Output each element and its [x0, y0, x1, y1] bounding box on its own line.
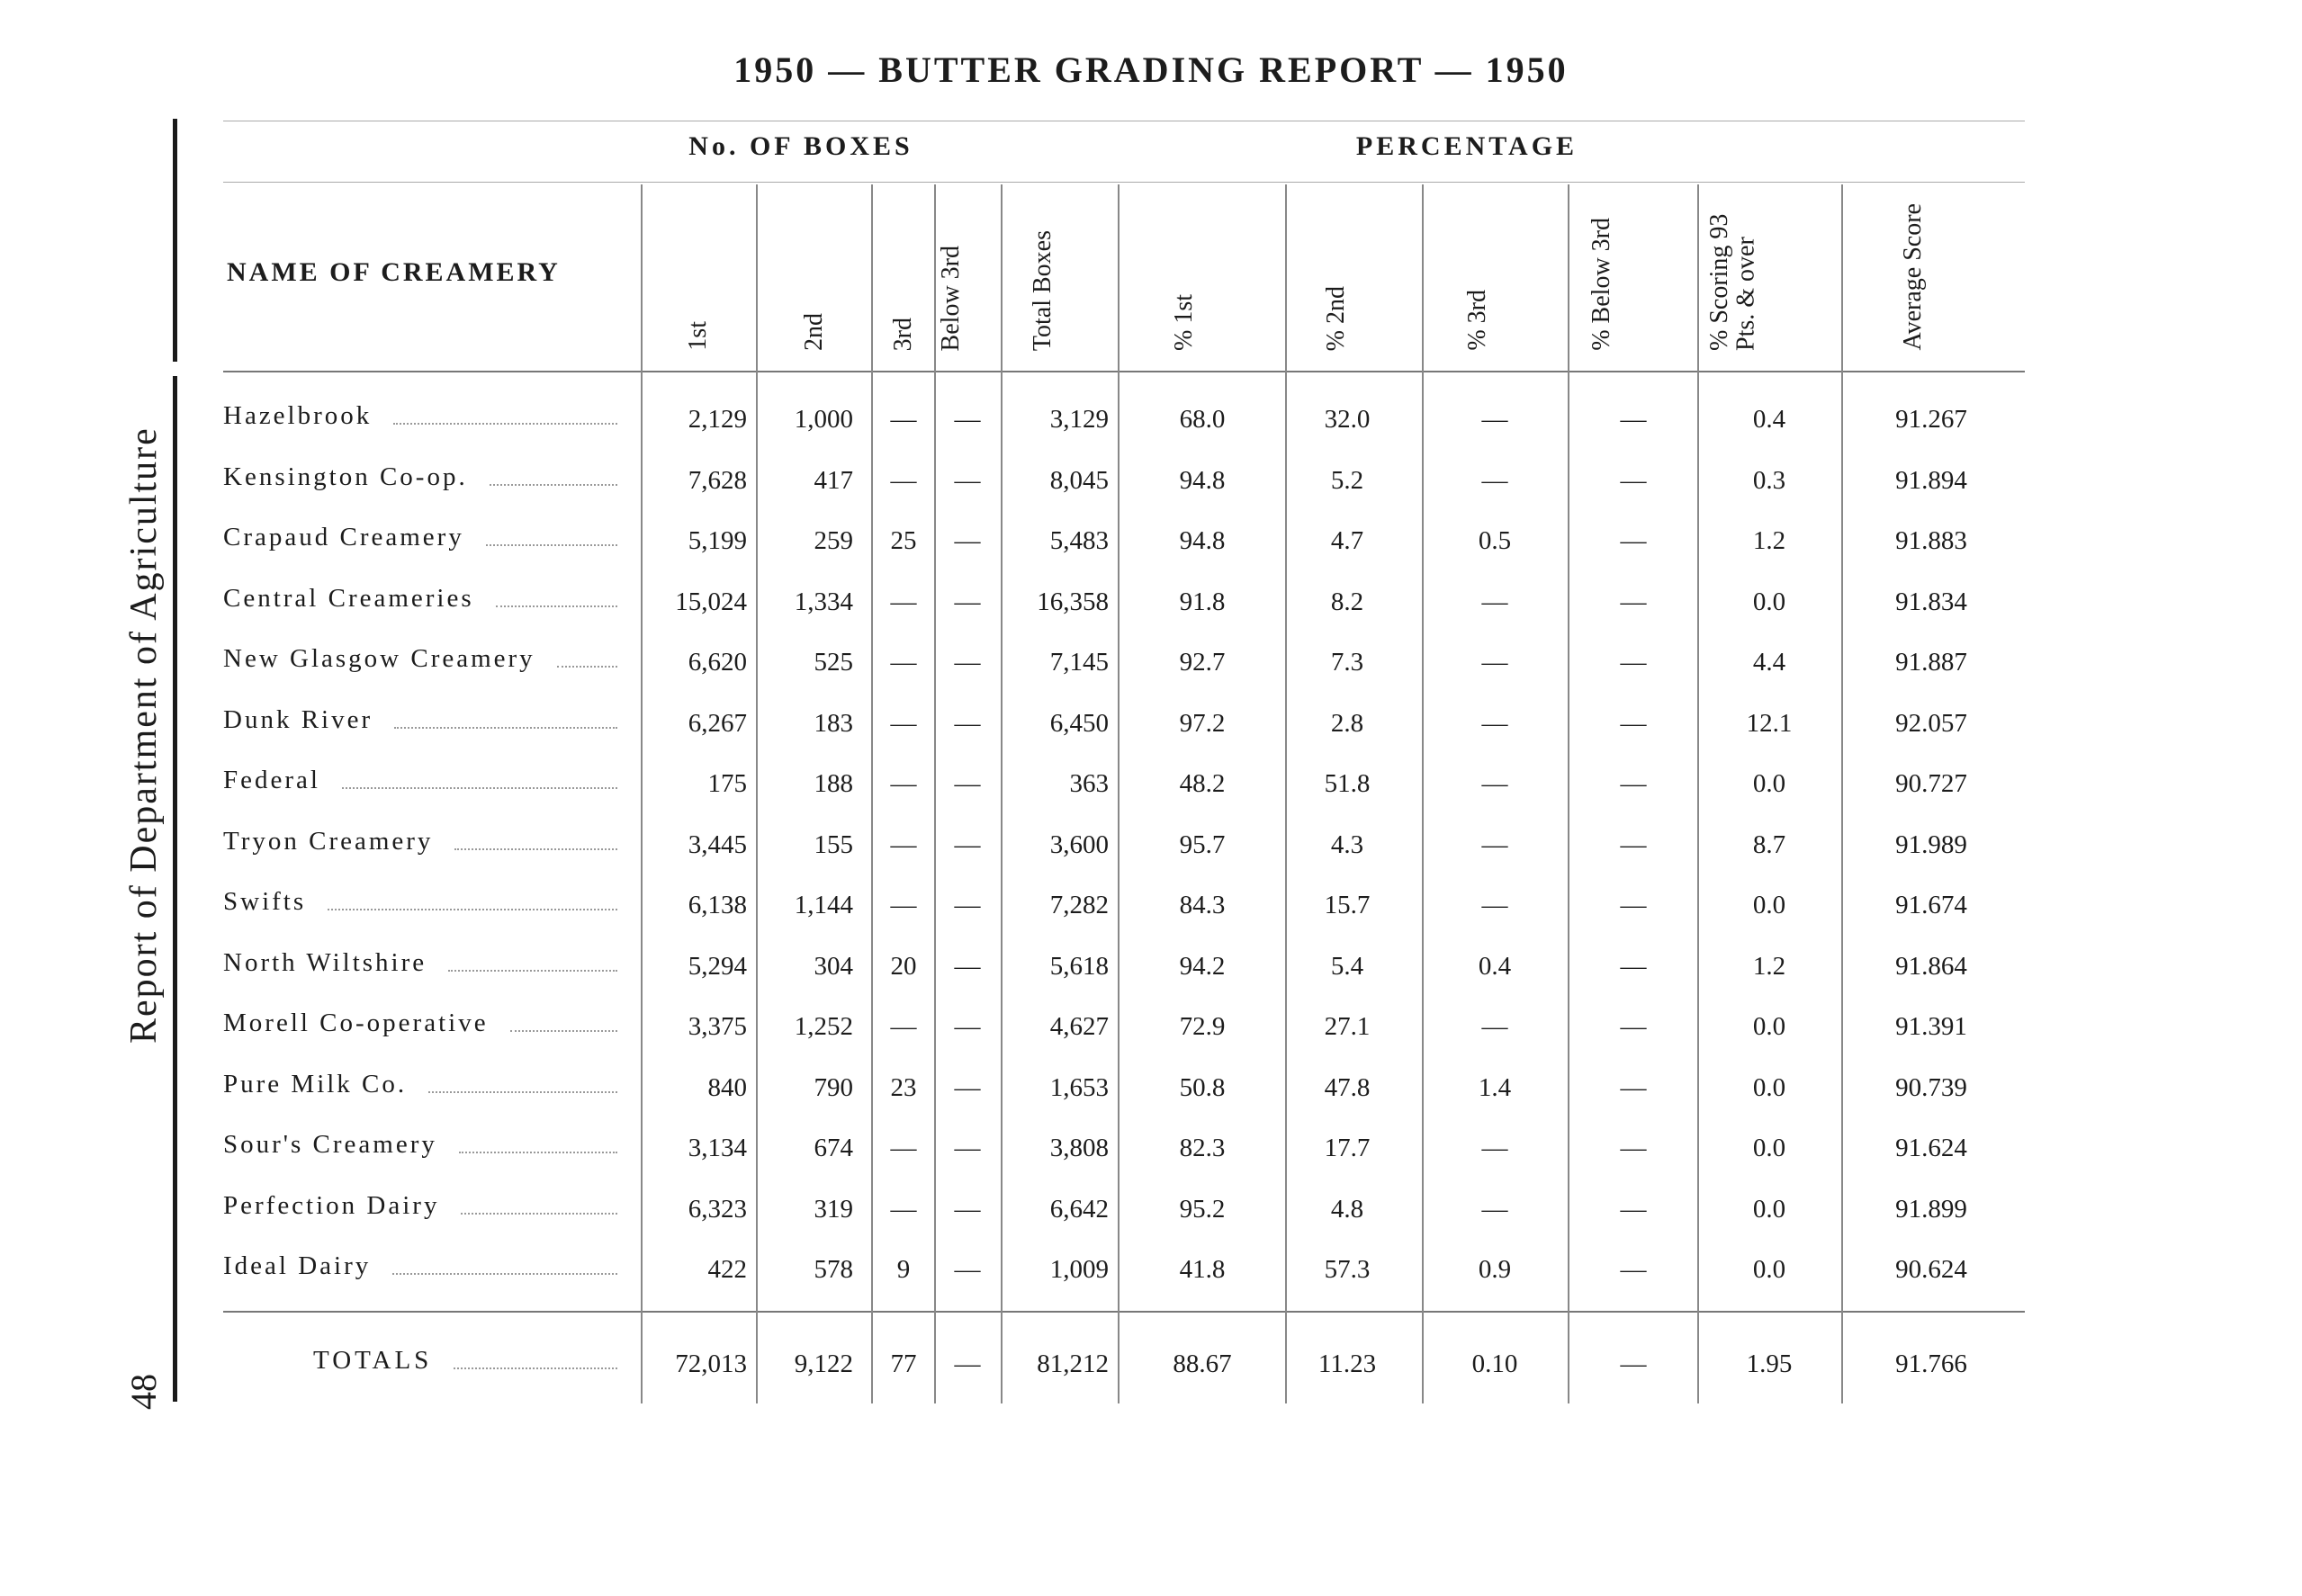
cell-pctScoring: 0.0	[1752, 1072, 1786, 1102]
cell-avgScore: 91.624	[1895, 1134, 1967, 1162]
cell-first: 6,267	[688, 708, 747, 738]
cell-total: 4,627	[1049, 1012, 1109, 1041]
cell-third: —	[890, 587, 917, 616]
table-row	[0, 1009, 2302, 1068]
leader-dots	[557, 666, 617, 668]
cell-pct3rd: —	[1481, 587, 1508, 616]
cell-pct3rd: —	[1481, 829, 1508, 859]
rule-header	[223, 371, 2025, 372]
cell-pctBelow: —	[1620, 769, 1647, 798]
cell-pctScoring: 0.0	[1752, 1012, 1786, 1041]
cell-below3rd: —	[954, 891, 981, 919]
cell-below3rd: —	[954, 1134, 981, 1162]
cell-first: 15,024	[675, 587, 747, 616]
cell-total: 363	[1069, 769, 1109, 798]
leader-dots	[394, 727, 617, 729]
creamery-name: Perfection Dairy	[223, 1190, 440, 1220]
cell-total: 1,653	[1049, 1072, 1109, 1102]
cell-third: —	[890, 1012, 917, 1041]
cell-pct3rd: —	[1481, 405, 1508, 434]
table-row	[0, 523, 2302, 582]
cell-pct2nd: 11.23	[1317, 1349, 1377, 1378]
cell-pctBelow: —	[1620, 648, 1647, 677]
creamery-name: New Glasgow Creamery	[223, 644, 535, 673]
cell-below3rd: —	[954, 1194, 981, 1224]
cell-avgScore: 91.887	[1895, 648, 1967, 677]
header-pct2nd: % 2nd	[1322, 285, 1350, 351]
cell-below3rd: —	[954, 648, 981, 677]
cell-pct3rd: —	[1481, 708, 1508, 738]
cell-second: 525	[814, 648, 853, 677]
page-number: 48	[123, 1374, 164, 1410]
cell-total: 1,009	[1049, 1255, 1109, 1284]
cell-first: 422	[707, 1255, 747, 1284]
cell-below3rd: —	[954, 587, 981, 616]
cell-third: —	[890, 891, 917, 919]
cell-third: 77	[890, 1349, 917, 1378]
cell-pctScoring: 0.0	[1752, 1194, 1786, 1224]
cell-second: 9,122	[794, 1349, 853, 1378]
leader-dots	[490, 484, 617, 486]
cell-below3rd: —	[954, 465, 981, 495]
cell-avgScore: 90.739	[1895, 1072, 1967, 1102]
cell-pctBelow: —	[1620, 1134, 1647, 1162]
cell-second: 790	[814, 1072, 853, 1102]
cell-avgScore: 91.894	[1895, 465, 1967, 495]
cell-pct3rd: —	[1481, 1194, 1508, 1224]
cell-avgScore: 91.834	[1895, 587, 1967, 616]
totals-row	[0, 1346, 2302, 1405]
leader-dots	[510, 1030, 617, 1032]
leader-dots	[428, 1091, 617, 1093]
cell-pct3rd: —	[1481, 891, 1508, 919]
cell-pct2nd: 27.1	[1324, 1012, 1371, 1041]
cell-pct1st: 91.8	[1179, 587, 1226, 616]
rule-totals	[223, 1311, 2025, 1313]
creamery-name: Kensington Co-op.	[223, 462, 468, 491]
creamery-name: Central Creameries	[223, 583, 474, 613]
creamery-name: Dunk River	[223, 704, 373, 734]
header-below3rd: Below 3rd	[937, 245, 965, 351]
cell-pct1st: 94.8	[1179, 526, 1226, 555]
cell-third: 23	[890, 1072, 917, 1102]
cell-pct2nd: 15.7	[1324, 891, 1371, 919]
cell-pct2nd: 51.8	[1324, 769, 1371, 798]
cell-avgScore: 90.624	[1895, 1255, 1967, 1284]
cell-pctBelow: —	[1620, 526, 1647, 555]
cell-pctBelow: —	[1620, 891, 1647, 919]
header-pct3rd: % 3rd	[1463, 290, 1491, 351]
cell-pct2nd: 17.7	[1324, 1134, 1371, 1162]
table-row	[0, 948, 2302, 1008]
cell-pct1st: 48.2	[1179, 769, 1226, 798]
cell-pctBelow: —	[1620, 405, 1647, 434]
cell-pctScoring: 12.1	[1746, 708, 1793, 738]
cell-pct2nd: 5.2	[1330, 465, 1364, 495]
cell-avgScore: 91.766	[1895, 1349, 1967, 1378]
cell-second: 259	[814, 526, 853, 555]
cell-pct3rd: 0.9	[1478, 1255, 1512, 1284]
cell-pctBelow: —	[1620, 1194, 1647, 1224]
creamery-name: Hazelbrook	[223, 401, 373, 430]
table-row	[0, 766, 2302, 825]
cell-first: 3,445	[688, 829, 747, 859]
header-pctScoring: % Scoring 93 Pts. & over	[1705, 213, 1760, 351]
leader-dots	[392, 1273, 617, 1275]
leader-dots	[448, 970, 617, 972]
cell-avgScore: 90.727	[1895, 769, 1967, 798]
creamery-name: North Wiltshire	[223, 947, 427, 977]
cell-pct3rd: —	[1481, 1134, 1508, 1162]
leader-dots	[328, 909, 617, 910]
group-header-percentage: PERCENTAGE	[1355, 131, 1578, 161]
cell-second: 155	[814, 829, 853, 859]
header-pct1st: % 1st	[1170, 294, 1198, 351]
cell-third: —	[890, 1134, 917, 1162]
cell-pct1st: 84.3	[1179, 891, 1226, 919]
cell-pctScoring: 0.0	[1752, 769, 1786, 798]
cell-second: 304	[814, 951, 853, 981]
cell-avgScore: 91.864	[1895, 951, 1967, 981]
cell-pct2nd: 4.7	[1330, 526, 1364, 555]
cell-below3rd: —	[954, 829, 981, 859]
table-row	[0, 401, 2302, 461]
cell-first: 3,134	[688, 1134, 747, 1162]
cell-pctScoring: 0.0	[1752, 891, 1786, 919]
cell-total: 6,450	[1049, 708, 1109, 738]
cell-below3rd: —	[954, 1012, 981, 1041]
cell-second: 183	[814, 708, 853, 738]
cell-pct3rd: 0.5	[1478, 526, 1512, 555]
creamery-name: Ideal Dairy	[223, 1251, 372, 1280]
cell-total: 3,129	[1049, 405, 1109, 434]
cell-pct1st: 82.3	[1179, 1134, 1226, 1162]
cell-pct1st: 95.2	[1179, 1194, 1226, 1224]
cell-total: 8,045	[1049, 465, 1109, 495]
table-row	[0, 887, 2302, 946]
cell-pct2nd: 47.8	[1324, 1072, 1371, 1102]
group-header-boxes: No. OF BOXES	[688, 131, 913, 161]
cell-pctScoring: 0.3	[1752, 465, 1786, 495]
cell-pct1st: 94.2	[1179, 951, 1226, 981]
cell-pctBelow: —	[1620, 708, 1647, 738]
creamery-name: Federal	[223, 766, 320, 794]
cell-avgScore: 91.391	[1895, 1012, 1967, 1041]
cell-below3rd: —	[954, 708, 981, 738]
cell-first: 6,323	[688, 1194, 747, 1224]
creamery-name: Tryon Creamery	[223, 826, 434, 856]
cell-first: 5,199	[688, 526, 747, 555]
cell-third: —	[890, 405, 917, 434]
cell-below3rd: —	[954, 526, 981, 555]
cell-pct3rd: 0.10	[1471, 1349, 1518, 1378]
cell-second: 1,252	[794, 1012, 853, 1041]
leader-dots	[393, 423, 617, 425]
cell-pctScoring: 0.0	[1752, 587, 1786, 616]
creamery-name: Morell Co-operative	[223, 1009, 489, 1037]
cell-pct1st: 92.7	[1179, 648, 1226, 677]
cell-pctBelow: —	[1620, 1072, 1647, 1102]
leader-dots	[459, 1152, 617, 1153]
creamery-name: Swifts	[223, 887, 307, 916]
cell-third: 9	[896, 1255, 911, 1284]
cell-pctScoring: 1.95	[1746, 1349, 1793, 1378]
table-row	[0, 1130, 2302, 1189]
cell-total: 3,600	[1049, 829, 1109, 859]
cell-pct1st: 41.8	[1179, 1255, 1226, 1284]
cell-below3rd: —	[954, 1349, 981, 1378]
cell-total: 5,618	[1049, 951, 1109, 981]
cell-second: 417	[814, 465, 853, 495]
leader-dots	[342, 787, 617, 789]
cell-below3rd: —	[954, 1072, 981, 1102]
cell-pctScoring: 0.0	[1752, 1255, 1786, 1284]
header-total: Total Boxes	[1029, 229, 1057, 351]
cell-pct2nd: 5.4	[1330, 951, 1364, 981]
table-row	[0, 584, 2302, 643]
cell-pctBelow: —	[1620, 587, 1647, 616]
cell-pct3rd: 0.4	[1478, 951, 1512, 981]
cell-pct1st: 72.9	[1179, 1012, 1226, 1041]
leader-dots	[454, 848, 617, 850]
cell-pctBelow: —	[1620, 1349, 1647, 1378]
table-row	[0, 827, 2302, 886]
cell-pctScoring: 1.2	[1752, 951, 1786, 981]
cell-pct2nd: 7.3	[1330, 648, 1364, 677]
cell-total: 7,145	[1049, 648, 1109, 677]
cell-first: 6,138	[688, 891, 747, 919]
leader-dots	[496, 605, 617, 607]
creamery-name: Pure Milk Co.	[223, 1069, 408, 1098]
cell-first: 2,129	[688, 405, 747, 434]
cell-pctScoring: 0.0	[1752, 1134, 1786, 1162]
side-running-head: Report of Department of Agriculture	[123, 426, 165, 1044]
cell-pct2nd: 57.3	[1324, 1255, 1371, 1284]
cell-third: —	[890, 708, 917, 738]
cell-third: —	[890, 1194, 917, 1224]
cell-total: 3,808	[1049, 1134, 1109, 1162]
cell-total: 16,358	[1037, 587, 1109, 616]
left-rule-upper	[173, 119, 177, 362]
cell-pct1st: 97.2	[1179, 708, 1226, 738]
cell-avgScore: 91.883	[1895, 526, 1967, 555]
table-row	[0, 1070, 2302, 1129]
cell-pctScoring: 1.2	[1752, 526, 1786, 555]
cell-pct1st: 95.7	[1179, 829, 1226, 859]
cell-total: 5,483	[1049, 526, 1109, 555]
cell-pctBelow: —	[1620, 1012, 1647, 1041]
leader-dots	[486, 544, 617, 546]
cell-pct1st: 94.8	[1179, 465, 1226, 495]
table-row	[0, 644, 2302, 704]
table-row	[0, 705, 2302, 765]
cell-third: —	[890, 829, 917, 859]
creamery-name: Crapaud Creamery	[223, 523, 464, 551]
cell-below3rd: —	[954, 769, 981, 798]
cell-third: 20	[890, 951, 917, 981]
cell-pct3rd: —	[1481, 1012, 1508, 1041]
cell-first: 3,375	[688, 1012, 747, 1041]
cell-pct3rd: 1.4	[1478, 1072, 1512, 1102]
cell-second: 1,144	[794, 891, 853, 919]
cell-avgScore: 91.267	[1895, 405, 1967, 434]
cell-below3rd: —	[954, 405, 981, 434]
creamery-name: Sour's Creamery	[223, 1130, 437, 1159]
cell-third: —	[890, 769, 917, 798]
table-row	[0, 1191, 2302, 1251]
cell-second: 188	[814, 769, 853, 798]
cell-below3rd: —	[954, 1255, 981, 1284]
header-third: 3rd	[889, 317, 918, 351]
cell-second: 319	[814, 1194, 853, 1224]
leader-dots	[461, 1213, 617, 1215]
cell-first: 5,294	[688, 951, 747, 981]
cell-avgScore: 91.899	[1895, 1194, 1967, 1224]
cell-pctScoring: 0.4	[1752, 405, 1786, 434]
cell-pct3rd: —	[1481, 769, 1508, 798]
cell-second: 674	[814, 1134, 853, 1162]
cell-pct1st: 88.67	[1173, 1349, 1232, 1378]
cell-avgScore: 92.057	[1895, 708, 1967, 738]
header-second: 2nd	[800, 313, 829, 351]
cell-pct3rd: —	[1481, 648, 1508, 677]
cell-pct2nd: 8.2	[1330, 587, 1364, 616]
cell-pctBelow: —	[1620, 951, 1647, 981]
table-row	[0, 462, 2302, 522]
cell-pct2nd: 4.3	[1330, 829, 1364, 859]
report-title: 1950 — BUTTER GRADING REPORT — 1950	[733, 49, 1569, 90]
cell-first: 175	[707, 769, 747, 798]
cell-first: 72,013	[675, 1349, 747, 1378]
cell-second: 1,000	[794, 405, 853, 434]
cell-first: 7,628	[688, 465, 747, 495]
cell-pctScoring: 8.7	[1752, 829, 1786, 859]
cell-pct3rd: —	[1481, 465, 1508, 495]
cell-second: 578	[814, 1255, 853, 1284]
leader-dots	[454, 1367, 617, 1369]
cell-avgScore: 91.989	[1895, 829, 1967, 859]
cell-third: 25	[890, 526, 917, 555]
cell-total: 6,642	[1049, 1194, 1109, 1224]
cell-first: 6,620	[688, 648, 747, 677]
totals-label: TOTALS	[313, 1346, 433, 1375]
header-first: 1st	[684, 321, 713, 351]
header-avgScore: Average Score	[1899, 203, 1927, 351]
cell-pctBelow: —	[1620, 465, 1647, 495]
cell-total: 81,212	[1037, 1349, 1109, 1378]
cell-first: 840	[707, 1072, 747, 1102]
cell-below3rd: —	[954, 951, 981, 981]
header-pctBelow: % Below 3rd	[1587, 218, 1615, 351]
cell-avgScore: 91.674	[1895, 891, 1967, 919]
cell-pctBelow: —	[1620, 829, 1647, 859]
cell-pct2nd: 32.0	[1324, 405, 1371, 434]
cell-second: 1,334	[794, 587, 853, 616]
cell-pct2nd: 2.8	[1330, 708, 1364, 738]
cell-pctScoring: 4.4	[1752, 648, 1786, 677]
cell-pctBelow: —	[1620, 1255, 1647, 1284]
cell-pct1st: 68.0	[1179, 405, 1226, 434]
cell-pct2nd: 4.8	[1330, 1194, 1364, 1224]
table-row	[0, 1251, 2302, 1311]
cell-pct1st: 50.8	[1179, 1072, 1226, 1102]
header-name: NAME OF CREAMERY	[227, 257, 561, 287]
rule-group	[223, 182, 2025, 183]
cell-third: —	[890, 648, 917, 677]
cell-third: —	[890, 465, 917, 495]
cell-total: 7,282	[1049, 891, 1109, 919]
